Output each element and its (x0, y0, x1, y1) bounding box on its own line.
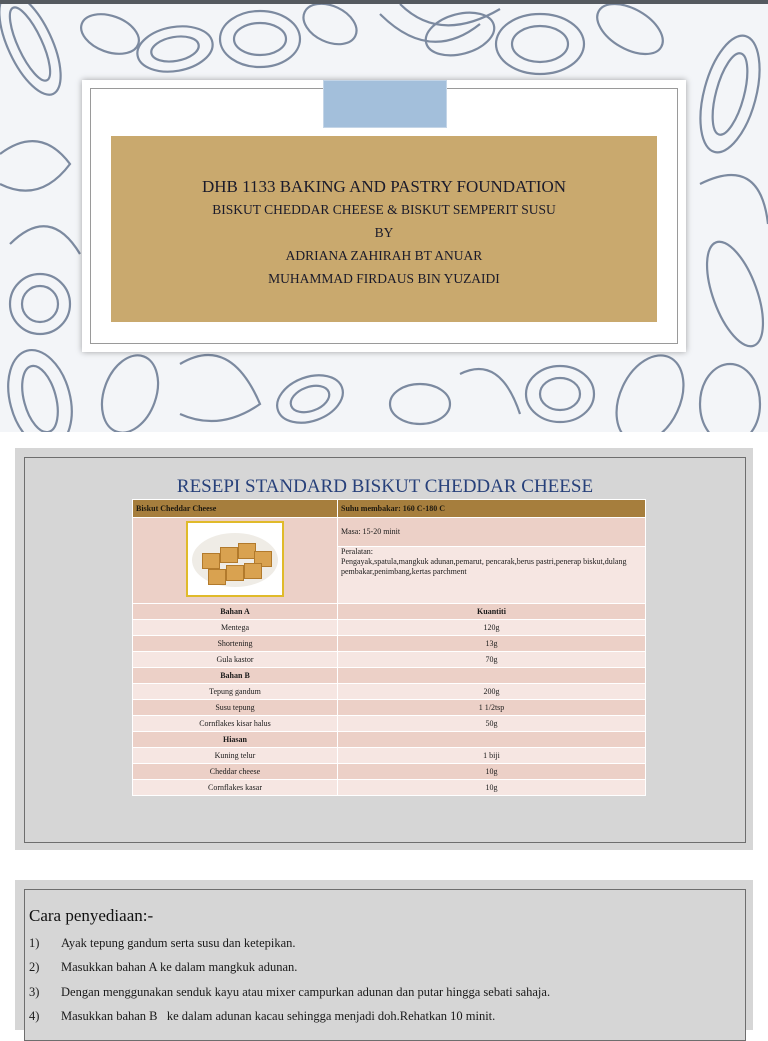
title-card (82, 80, 686, 352)
ingredient-name-cell: Cheddar cheese (133, 764, 338, 780)
step-number: 4) (29, 1009, 40, 1023)
ingredient-quantity-cell: Kuantiti (338, 604, 646, 620)
course-title: DHB 1133 BAKING AND PASTRY FOUNDATION (201, 177, 567, 196)
recipe-table (132, 499, 646, 796)
ingredient-quantity-cell (338, 732, 646, 748)
ingredient-quantity-cell: 13g (338, 636, 646, 652)
equipment-list: Pengayak,spatula,mangkuk adunan,pemarut, pencarak,berus pastri,penerap biskut,dulang pembakar,penimbang,kertas parchment (341, 557, 627, 577)
recipe-slide (24, 457, 746, 843)
baking-temperature-cell: Suhu membakar: 160 C-180 C (338, 500, 646, 518)
method-slide (24, 889, 746, 1041)
ingredient-row (133, 620, 646, 636)
method-step (29, 936, 296, 951)
recipe-slide-frame (15, 448, 753, 850)
ingredient-name-cell: Tepung gandum (133, 684, 338, 700)
step-number: 2) (29, 960, 40, 974)
step-number: 3) (29, 985, 40, 999)
method-step (29, 960, 297, 975)
time-row (133, 518, 646, 547)
ingredient-row (133, 780, 646, 796)
method-title: Cara penyediaan:- (29, 906, 154, 925)
ingredient-name-cell: Mentega (133, 620, 338, 636)
ingredient-row (133, 732, 646, 748)
ingredient-row (133, 668, 646, 684)
table-header-row (133, 500, 646, 518)
cheese-biscuit-photo (186, 521, 284, 597)
step-text: Ayak tepung gandum serta susu dan ketepikan. (61, 936, 296, 950)
recipe-name-cell: Biskut Cheddar Cheese (133, 500, 338, 518)
ingredient-name-cell: Hiasan (133, 732, 338, 748)
step-text: Masukkan bahan A ke dalam mangkuk adunan. (61, 960, 298, 974)
author-2: MUHAMMAD FIRDAUS BIN YUZAIDI (268, 271, 500, 286)
step-text: Masukkan bahan B ke dalam adunan kacau sehingga menjadi doh.Rehatkan 10 minit. (61, 1009, 496, 1023)
ingredient-quantity-cell: 1 1/2tsp (338, 700, 646, 716)
recipe-title: RESEPI STANDARD BISKUT CHEDDAR CHEESE (176, 476, 594, 497)
ingredient-quantity-cell: 200g (338, 684, 646, 700)
author-1: ADRIANA ZAHIRAH BT ANUAR (285, 248, 483, 263)
ingredient-name-cell: Bahan A (133, 604, 338, 620)
ingredient-row (133, 636, 646, 652)
ingredient-quantity-cell: 10g (338, 764, 646, 780)
ingredient-row (133, 652, 646, 668)
ingredient-quantity-cell: 120g (338, 620, 646, 636)
ingredient-name-cell: Gula kastor (133, 652, 338, 668)
ingredient-row (133, 764, 646, 780)
title-tab-decoration (323, 80, 447, 128)
method-step (29, 1009, 495, 1024)
by-label: BY (374, 225, 394, 240)
equipment-cell (338, 547, 646, 604)
ingredient-row (133, 716, 646, 732)
method-step (29, 985, 550, 1000)
ingredient-row (133, 700, 646, 716)
recipe-photo-cell (133, 518, 338, 604)
method-slide-frame (15, 880, 753, 1030)
ingredient-name-cell: Cornflakes kasar (133, 780, 338, 796)
title-band (111, 136, 657, 322)
ingredient-name-cell: Bahan B (133, 668, 338, 684)
title-slide (0, 4, 768, 432)
ingredient-row (133, 748, 646, 764)
presentation-subtitle: BISKUT CHEDDAR CHEESE & BISKUT SEMPERIT SUSU (212, 202, 556, 217)
ingredient-name-cell: Susu tepung (133, 700, 338, 716)
ingredient-name-cell: Shortening (133, 636, 338, 652)
equipment-label: Peralatan: (341, 547, 373, 557)
baking-time-cell: Masa: 15-20 minit (338, 518, 646, 547)
ingredient-name-cell: Kuning telur (133, 748, 338, 764)
ingredient-quantity-cell: 70g (338, 652, 646, 668)
ingredient-quantity-cell: 50g (338, 716, 646, 732)
ingredient-quantity-cell: 10g (338, 780, 646, 796)
step-number: 1) (29, 936, 40, 950)
ingredient-quantity-cell: 1 biji (338, 748, 646, 764)
ingredient-quantity-cell (338, 668, 646, 684)
ingredient-row (133, 684, 646, 700)
ingredient-row (133, 604, 646, 620)
ingredient-name-cell: Cornflakes kisar halus (133, 716, 338, 732)
step-text: Dengan menggunakan senduk kayu atau mixer campurkan adunan dan putar hingga sebati sahaja. (61, 985, 551, 999)
